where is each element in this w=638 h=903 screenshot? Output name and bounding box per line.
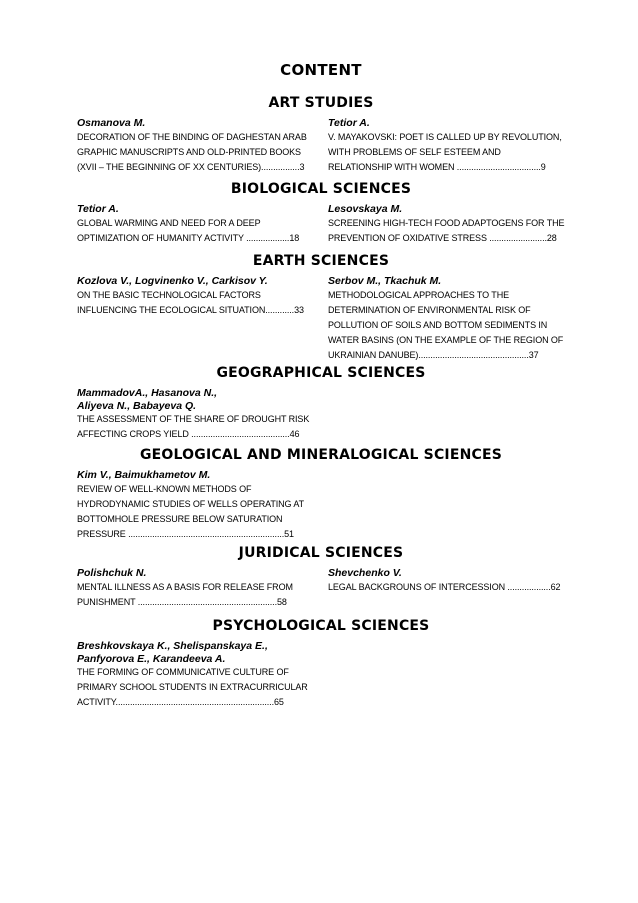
entry-title-line: THE FORMING OF COMMUNICATIVE CULTURE OF: [77, 667, 289, 677]
entry-title-line: WATER BASINS (ON THE EXAMPLE OF THE REGION OF: [328, 334, 564, 345]
entry-title-line: ON THE BASIC TECHNOLOGICAL FACTORS: [77, 289, 261, 300]
entry-author: Serbov M., Tkachuk M.: [328, 275, 442, 287]
toc-entry-left: [77, 387, 315, 442]
section-heading: GEOGRAPHICAL SCIENCES: [216, 365, 426, 381]
entry-title-line: ACTIVITY..................................................................65: [77, 697, 284, 707]
section-heading: EARTH SCIENCES: [252, 253, 390, 269]
toc-entry-right: [328, 275, 566, 363]
page-title: CONTENT: [280, 61, 362, 79]
entry-title-line: WITH PROBLEMS OF SELF ESTEEM AND: [328, 146, 501, 157]
entry-title-line: V. MAYAKOVSKI: POET IS CALLED UP BY REVOLUTION,: [328, 131, 562, 142]
section-heading: GEOLOGICAL AND MINERALOGICAL SCIENCES: [139, 447, 503, 463]
entry-title-line: PREVENTION OF OXIDATIVE STRESS ........................28: [328, 232, 557, 243]
section-heading: JURIDICAL SCIENCES: [238, 545, 404, 561]
entry-author: Polishchuk N.: [77, 567, 147, 579]
entry-title-line: METHODOLOGICAL APPROACHES TO THE: [328, 289, 510, 300]
entry-title-line: BOTTOMHOLE PRESSURE BELOW SATURATION: [77, 513, 283, 524]
entry-title-line: MENTAL ILLNESS AS A BASIS FOR RELEASE FROM: [77, 581, 293, 592]
entry-author: Tetior A.: [328, 117, 370, 129]
entry-title-line: REVIEW OF WELL-KNOWN METHODS OF: [77, 483, 252, 494]
entry-title-line: UKRAINIAN DANUBE)..............................................37: [328, 349, 539, 360]
toc-entry-left: [77, 640, 315, 710]
entry-author: MammadovA., Hasanova N.,: [77, 387, 218, 399]
entry-title-line: OPTIMIZATION OF HUMANITY ACTIVITY ..................18: [77, 232, 300, 243]
entry-title-line: PUNISHMENT ..........................................................58: [77, 596, 287, 607]
entry-title-line: (XVII – THE BEGINNING OF XX CENTURIES)................3: [77, 161, 305, 172]
entry-title-line: INFLUENCING THE ECOLOGICAL SITUATION............33: [77, 304, 304, 315]
entry-author: Lesovskaya M.: [328, 203, 403, 215]
toc-entry-right: [328, 567, 566, 595]
section-heading: PSYCHOLOGICAL SCIENCES: [212, 618, 430, 634]
entry-title-line: GLOBAL WARMING AND NEED FOR A DEEP: [77, 217, 261, 228]
entry-title-line: RELATIONSHIP WITH WOMEN ...................................9: [328, 161, 546, 172]
entry-author: Kim V., Baimukhametov M.: [77, 469, 211, 481]
section-heading: ART STUDIES: [268, 95, 374, 111]
toc-entry-right: [328, 203, 566, 246]
toc-entry-left: [77, 275, 315, 318]
entry-title-line: HYDRODYNAMIC STUDIES OF WELLS OPERATING AT: [77, 498, 304, 509]
entry-title-line: DECORATION OF THE BINDING OF DAGHESTAN ARAB: [77, 131, 307, 142]
entry-author: Panfyorova E., Karandeeva A.: [77, 652, 226, 665]
entry-title-line: PRIMARY SCHOOL STUDENTS IN EXTRACURRICULAR: [77, 682, 308, 692]
entry-author: Tetior A.: [77, 203, 119, 215]
toc-entry-left: [77, 469, 315, 542]
toc-entry-right: [328, 117, 566, 175]
entry-title-line: THE ASSESSMENT OF THE SHARE OF DROUGHT RISK: [77, 414, 310, 424]
entry-title-line: LEGAL BACKGROUNS OF INTERCESSION ..................62: [328, 581, 561, 592]
entry-title-line: PRESSURE .................................................................51: [77, 528, 294, 539]
entry-author: Aliyeva N., Babayeva Q.: [77, 399, 197, 412]
entry-title-line: DETERMINATION OF ENVIRONMENTAL RISK OF: [328, 304, 531, 315]
toc-entry-left: [77, 203, 315, 246]
entry-title-line: SCREENING HIGH-TECH FOOD ADAPTOGENS FOR THE: [328, 217, 565, 228]
entry-title-line: POLLUTION OF SOILS AND BOTTOM SEDIMENTS IN: [328, 319, 548, 330]
entry-title-line: AFFECTING CROPS YIELD .........................................46: [77, 429, 300, 439]
entry-author: Kozlova V., Logvinenko V., Carkisov Y.: [77, 275, 268, 287]
entry-author: Breshkovskaya K., Shelispanskaya E.,: [77, 640, 268, 652]
toc-entry-left: [77, 567, 315, 610]
entry-title-line: GRAPHIC MANUSCRIPTS AND OLD-PRINTED BOOKS: [77, 146, 301, 157]
entry-author: Osmanova M.: [77, 117, 146, 129]
section-heading: BIOLOGICAL SCIENCES: [230, 181, 412, 197]
toc-entry-left: [77, 117, 315, 175]
entry-author: Shevchenko V.: [328, 567, 402, 579]
